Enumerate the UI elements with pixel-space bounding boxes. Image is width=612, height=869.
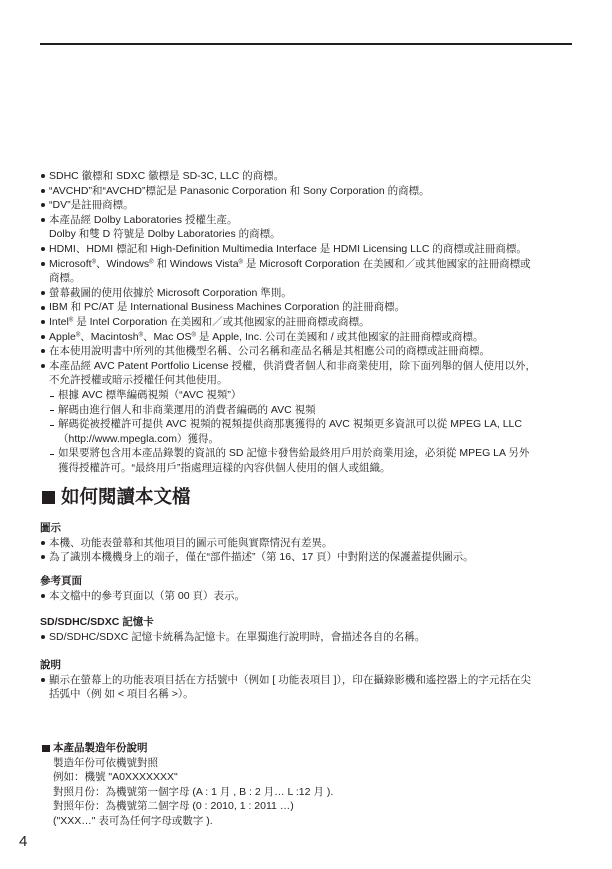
trademark-text: 不允許授權或暗示授權任何其他使用。 xyxy=(49,374,228,387)
subsection-title: 圖示 xyxy=(40,522,61,534)
trademark-text: “AVCHD”和“AVCHD”標記是 Panasonic Corporation 和 Sony Corporation 的商標。 xyxy=(49,184,430,197)
bullet-icon xyxy=(41,594,45,598)
bullet-icon xyxy=(41,189,45,193)
bullet-icon xyxy=(41,678,45,682)
year-notice-line: ("XXX…" 表可為任何字母或數字 ). xyxy=(53,814,213,827)
subsection-reference-pages xyxy=(40,574,585,603)
list-item-text: 為了識別本機機身上的端子，僅在“部件描述”（第 16、17 頁）中對附送的保護蓋提供圖示。 xyxy=(49,551,474,563)
trademark-item xyxy=(40,315,585,330)
trademark-text: 在本使用說明書中所列的其他機型名稱、公司名稱和產品名稱是其相應公司的商標或註冊商標。 xyxy=(49,345,490,358)
section-heading xyxy=(42,485,342,509)
trademark-text: 商標。 xyxy=(49,272,81,285)
dash-icon xyxy=(50,425,54,426)
trademark-item xyxy=(40,344,585,359)
avc-use-text: 解碼由進行個人和非商業運用的消費者編碼的 AVC 視頻 xyxy=(58,403,316,416)
bullet-icon xyxy=(41,247,45,251)
trademark-text: Apple®、Macintosh®、Mac OS® 是 Apple, Inc. 公司在美國和 / 或其他國家的註冊商標或商標。 xyxy=(49,330,484,343)
square-bullet-icon xyxy=(42,491,55,504)
bullet-icon xyxy=(41,335,45,339)
avc-use-item xyxy=(40,417,585,446)
list-item-text: 本機、功能表螢幕和其他項目的圖示可能與實際情況有差異。 xyxy=(49,537,333,549)
trademark-notices xyxy=(40,169,585,475)
trademark-item xyxy=(40,359,585,388)
avc-use-text: （http://www.mpegla.com）獲得。 xyxy=(58,432,220,445)
year-notice-heading-text: 本產品製造年份說明 xyxy=(53,742,148,754)
avc-use-text: 根據 AVC 標準編碼視頻（“AVC 視頻”） xyxy=(58,388,242,401)
bullet-icon xyxy=(41,203,45,207)
subsection-title: 參考頁面 xyxy=(40,575,82,587)
trademark-item xyxy=(40,300,585,315)
trademark-item xyxy=(40,286,585,301)
trademark-text: 本產品經 Dolby Laboratories 授權生產。 xyxy=(49,213,238,226)
bullet-icon xyxy=(41,174,45,178)
year-notice-line: 對照月份：為機號第一個字母 (A : 1 月 , B : 2 月… L :12 月 ). xyxy=(53,785,334,798)
trademark-text: IBM 和 PC/AT 是 International Business Machines Corporation 的註冊商標。 xyxy=(49,301,406,314)
manufacture-year-notice xyxy=(42,741,542,828)
trademark-text: HDMI、HDMI 標記和 High-Definition Multimedia Interface 是 HDMI Licensing LLC 的商標或註冊商標。 xyxy=(49,242,527,255)
avc-use-item xyxy=(40,446,585,475)
trademark-item xyxy=(40,257,585,286)
trademark-text: 螢幕截圖的使用依據於 Microsoft Corporation 準則。 xyxy=(49,286,292,299)
trademark-text: Microsoft®、Windows® 和 Windows Vista® 是 Microsoft Corporation 在美國和／或其他國家的註冊商標或 xyxy=(49,257,531,270)
trademark-text: 本產品經 AVC Patent Portfolio License 授權，供消費者個人和非商業使用，除下面列舉的個人使用以外， xyxy=(49,359,536,372)
list-item xyxy=(40,630,585,644)
list-item xyxy=(40,673,585,701)
trademark-text: Intel® 是 Intel Corporation 在美國和／或其他國家的註冊商標或商標。 xyxy=(49,315,370,328)
trademark-text: “DV”是註冊商標。 xyxy=(49,199,134,212)
dash-icon xyxy=(50,454,54,455)
avc-use-item xyxy=(40,388,585,403)
trademark-text: Dolby 和雙 D 符號是 Dolby Laboratories 的商標。 xyxy=(49,228,281,241)
subsection-illustrations xyxy=(40,521,585,564)
list-item xyxy=(40,550,585,564)
subsection-title: SD/SDHC/SDXC 記憶卡 xyxy=(40,616,154,628)
dash-icon xyxy=(50,396,54,397)
bullet-icon xyxy=(41,555,45,559)
avc-use-text: 如果要將包含用本產品錄製的資訊的 SD 記憶卡發售給最終用戶用於商業用途，必須從 MPEG LA 另外 xyxy=(58,447,530,460)
list-item-text: 括弧中（例 如 < 項目名稱 >）。 xyxy=(49,688,194,700)
list-item-text: SD/SDHC/SDXC 記憶卡統稱為記憶卡。在單獨進行說明時，會描述各自的名稱。 xyxy=(49,631,426,643)
bullet-icon xyxy=(41,262,45,266)
year-notice-line: 製造年份可依機號對照 xyxy=(53,756,158,769)
avc-use-text: 解碼從被授權許可提供 AVC 視頻的視頻提供商那裏獲得的 AVC 視頻更多資訊可以從 MPEG LA, LLC xyxy=(58,418,522,431)
dash-icon xyxy=(50,410,54,411)
bullet-icon xyxy=(41,218,45,222)
subsection-notes xyxy=(40,658,585,701)
list-item-text: 本文檔中的參考頁面以（第 00 頁）表示。 xyxy=(49,590,246,602)
avc-use-item xyxy=(40,403,585,418)
bullet-icon xyxy=(41,541,45,545)
subsection-title: 說明 xyxy=(40,659,61,671)
list-item xyxy=(40,589,585,603)
bullet-icon xyxy=(41,635,45,639)
square-bullet-icon xyxy=(42,745,50,753)
trademark-item xyxy=(40,184,585,199)
trademark-item xyxy=(40,169,585,184)
bullet-icon xyxy=(41,364,45,368)
top-rule xyxy=(40,43,572,45)
bullet-icon xyxy=(41,291,45,295)
section-heading-text: 如何閱讀本文檔 xyxy=(61,486,191,507)
trademark-item xyxy=(40,213,585,242)
avc-use-text: 獲得授權許可。“最終用戶”指處理這樣的內容供個人使用的個人或組織。 xyxy=(58,461,391,474)
bullet-icon xyxy=(41,349,45,353)
bullet-icon xyxy=(41,306,45,310)
trademark-text: SDHC 徽標和 SDXC 徽標是 SD-3C, LLC 的商標。 xyxy=(49,170,285,182)
trademark-item xyxy=(40,198,585,213)
page-number: 4 xyxy=(19,833,28,850)
year-notice-line: 例如：機號 "A0XXXXXXX" xyxy=(53,771,178,783)
subsection-memory-card xyxy=(40,615,585,644)
list-item xyxy=(40,536,585,550)
year-notice-line: 對照年份：為機號第二個字母 (0 : 2010, 1 : 2011 …) xyxy=(53,800,294,812)
bullet-icon xyxy=(41,320,45,324)
trademark-item xyxy=(40,330,585,345)
trademark-item xyxy=(40,242,585,257)
list-item-text: 顯示在螢幕上的功能表項目括在方括號中（例如 [ 功能表項目 ]），印在攝錄影機和遙控器上的字元括在尖 xyxy=(49,674,531,686)
year-notice-heading xyxy=(42,741,542,756)
